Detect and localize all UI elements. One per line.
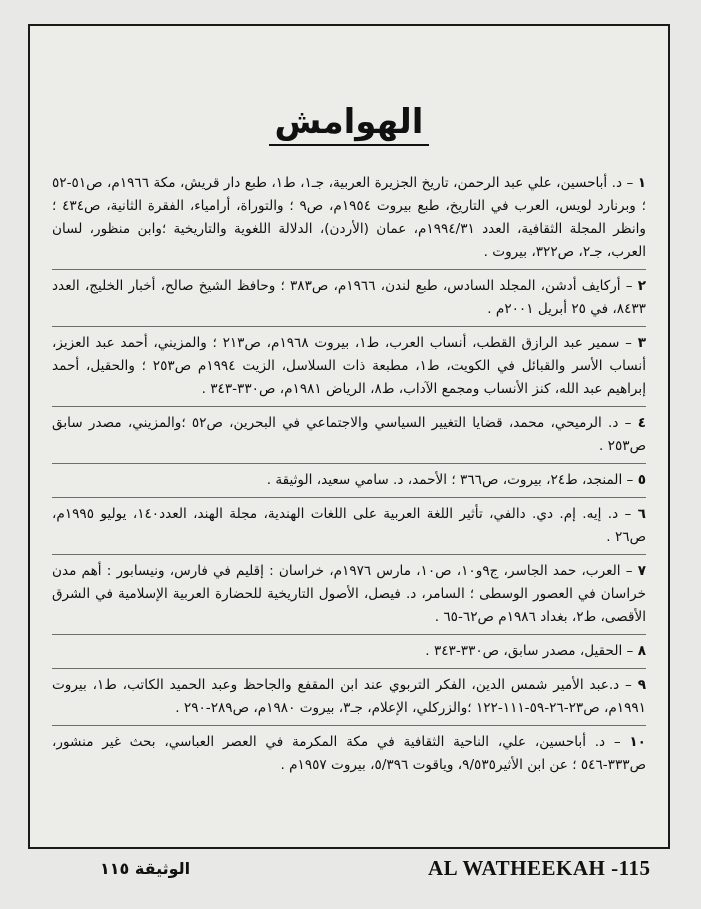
footnote: ٣ – سمير عبد الرازق القطب، أنساب العرب، ط١، بيروت ١٩٦٨م، ص٢١٣ ؛ والمزيني، أحمد عبد العزيز، أنساب الأسر والقبائل في الكويت، ط١، مطبعة ذات السلاسل، الزيت ١٩٩٤م ص٢٥٣ ؛ والحقيل، أحمد إبراهيم عبد الله، كنز الأنساب ومجمع الآداب، ط٨، الرياض ١٩٨١م، ص٣٣٠-٣٤٣ .: [52, 332, 646, 407]
footer-journal-arabic: الوثيقة ١١٥: [100, 859, 191, 878]
footnote-text: د.عبد الأمير شمس الدين، الفكر التربوي عند ابن المقفع والجاحظ وعبد الحميد الكاتب، ط١، بيروت ١٩٩١م، ص٢٣-٢٦-٥٩-١١١-١٢٢ ؛والزركلي، الإعلام، جـ٣، بيروت ١٩٨٠م، ص٢٨٩-٢٩٠ .: [52, 677, 646, 716]
footnote: ٤ – د. الرميحي، محمد، قضايا التغيير السياسي والاجتماعي في البحرين، ص٥٢ ؛والمزيني، مصدر سابق ص٢٥٣ .: [52, 412, 646, 464]
heading-text: الهوامش: [269, 100, 430, 146]
footnote: ٧ – العرب، حمد الجاسر، ج٩و١٠، ص١٠، مارس ١٩٧٦م، خراسان : إقليم في فارس، ونيسابور : أهم مدن خراسان في العصور الوسطى ؛ السامر، د. فيصل، الأصول التاريخية للحضارة العربية الإسلامية في الشرق الأقصى، ط٢، بغداد ١٩٨٦م ص٦٢-٦٥ .: [52, 560, 646, 635]
footnote-text: سمير عبد الرازق القطب، أنساب العرب، ط١، بيروت ١٩٦٨م، ص٢١٣ ؛ والمزيني، أحمد عبد العزيز، أنساب الأسر والقبائل في الكويت، ط١، مطبعة ذات السلاسل، الزيت ١٩٩٤م ص٢٥٣ ؛ والحقيل، أحمد إبراهيم عبد الله، كنز الأنساب ومجمع الآداب، ط٨، الرياض ١٩٨١م، ص٣٣٠-٣٤٣ .: [52, 335, 646, 397]
footnote-number: ٥: [637, 472, 646, 488]
footnote-text: المنجد، ط٢٤، بيروت، ص٣٦٦ ؛ الأحمد، د. سامي سعيد، الوثيقة .: [266, 472, 623, 488]
footnote-number: ٩: [637, 677, 646, 693]
footnote-number: ٧: [637, 563, 646, 579]
footnote-number: ٣: [637, 335, 647, 351]
footnote: ٢ – أركايف أدشن، المجلد السادس، طبع لندن، ١٩٦٦م، ص٣٨٣ ؛ وحافظ الشيخ صالح، أخبار الخليج، العدد ٨٤٣٣، في ٢٥ أبريل ٢٠٠١م .: [52, 275, 646, 327]
footnote: ١ – د. أباحسين، علي عبد الرحمن، تاريخ الجزيرة العربية، جـ١، ط١، طبع دار قريش، مكة ١٩٦٦م، ص٥١-٥٢ ؛ وبرنارد لويس، العرب في التاريخ، طبع بيروت ١٩٥٤م، ص٩ ؛ والتوراة، أرامياء، الفقرة الثانية، ص٤٣٤ ؛وانظر المجلة الثقافية، العدد ١٩٩٤/٣١م، عمان (الأردن)، الدلالة اللغوية والتاريخية ؛وابن منظور، لسان العرب، جـ٢، ص٣٢٢، بيروت .: [52, 172, 646, 270]
footer-journal-latin: AL WATHEEKAH -115: [428, 856, 651, 880]
footnote: ٨ – الحقيل، مصدر سابق، ص٣٣٠-٣٤٣ .: [52, 640, 646, 669]
footnote-text: د. أباحسين، علي، الناحية الثقافية في مكة المكرمة في العصر العباسي، بحث غير منشور، ص٣٣٣-٥٤٦ ؛ عن ابن الأثير٩/٥٣٥، وياقوت ٥/٣٩٦، بيروت ١٩٥٧م .: [52, 734, 646, 773]
footnote-text: العرب، حمد الجاسر، ج٩و١٠، ص١٠، مارس ١٩٧٦م، خراسان : إقليم في فارس، ونيسابور : أهم مدن خراسان في العصور الوسطى ؛ السامر، د. فيصل، الأصول التاريخية للحضارة العربية الإسلامية في الشرق الأقصى، ط٢، بغداد ١٩٨٦م ص٦٢-٦٥ .: [52, 563, 646, 625]
footnote-text: أركايف أدشن، المجلد السادس، طبع لندن، ١٩٦٦م، ص٣٨٣ ؛ وحافظ الشيخ صالح، أخبار الخليج، العدد ٨٤٣٣، في ٢٥ أبريل ٢٠٠١م .: [52, 278, 646, 317]
footnote-text: الحقيل، مصدر سابق، ص٣٣٠-٣٤٣ .: [425, 643, 623, 659]
footnote-text: د. إيه. إم. دي. دالفي، تأثير اللغة العربية على اللغات الهندية، مجلة الهند، العدد١٤٠، يوليو ١٩٩٥م، ص٢٦ .: [52, 506, 646, 545]
footnote-number: ٨: [637, 643, 646, 659]
footnote-number: ٢: [637, 278, 646, 294]
footnote-number: ٦: [637, 506, 646, 522]
footnote-text: د. الرميحي، محمد، قضايا التغيير السياسي والاجتماعي في البحرين، ص٥٢ ؛والمزيني، مصدر سابق ص٢٥٣ .: [52, 415, 646, 454]
footnote: ٦ – د. إيه. إم. دي. دالفي، تأثير اللغة العربية على اللغات الهندية، مجلة الهند، العدد١٤٠، يوليو ١٩٩٥م، ص٢٦ .: [52, 503, 646, 555]
footnote-number: ١٠: [629, 734, 646, 750]
footnote: ٩ – د.عبد الأمير شمس الدين، الفكر التربوي عند ابن المقفع والجاحظ وعبد الحميد الكاتب، ط١، بيروت ١٩٩١م، ص٢٣-٢٦-٥٩-١١١-١٢٢ ؛والزركلي، الإعلام، جـ٣، بيروت ١٩٨٠م، ص٢٨٩-٢٩٠ .: [52, 674, 646, 726]
footnote-text: د. أباحسين، علي عبد الرحمن، تاريخ الجزيرة العربية، جـ١، ط١، طبع دار قريش، مكة ١٩٦٦م، ص٥١-٥٢ ؛ وبرنارد لويس، العرب في التاريخ، طبع بيروت ١٩٥٤م، ص٩ ؛ والتوراة، أرامياء، الفقرة الثانية، ص٤٣٤ ؛وانظر المجلة الثقافية، العدد ١٩٩٤/٣١م، عمان (الأردن)، الدلالة اللغوية والتاريخية ؛وابن منظور، لسان العرب، جـ٢، ص٣٢٢، بيروت .: [52, 175, 646, 260]
footnote: ٥ – المنجد، ط٢٤، بيروت، ص٣٦٦ ؛ الأحمد، د. سامي سعيد، الوثيقة .: [52, 469, 646, 498]
footnote-number: ١: [637, 175, 647, 191]
footnote: ١٠ – د. أباحسين، علي، الناحية الثقافية في مكة المكرمة في العصر العباسي، بحث غير منشور، ص٣٣٣-٥٤٦ ؛ عن ابن الأثير٩/٥٣٥، وياقوت ٥/٣٩٦، بيروت ١٩٥٧م .: [52, 734, 646, 773]
footnote-number: ٤: [637, 415, 646, 431]
footnotes-list: [52, 172, 646, 787]
page-heading: [30, 100, 668, 146]
content-frame: [28, 24, 670, 849]
